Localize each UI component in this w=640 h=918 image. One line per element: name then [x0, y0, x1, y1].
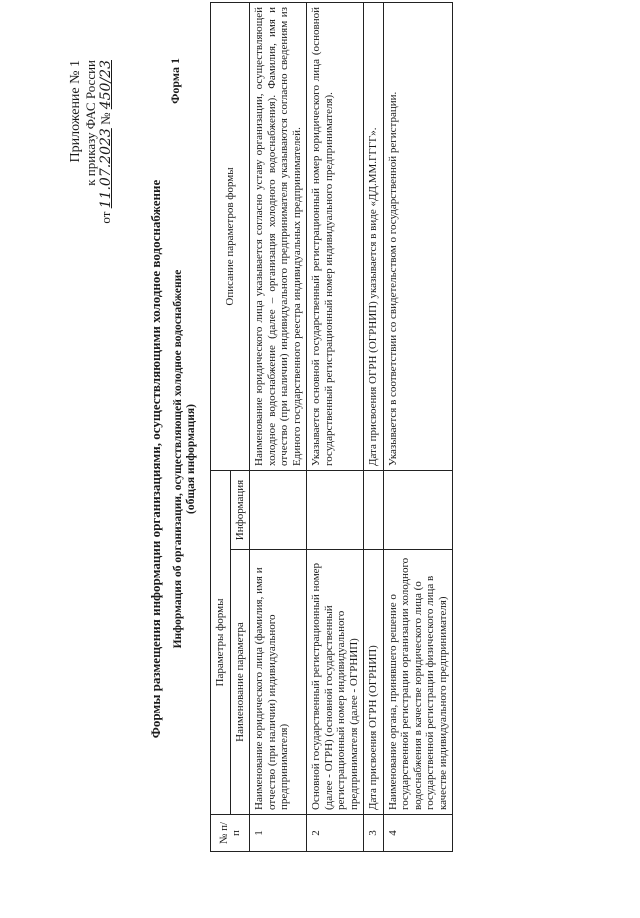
row-param-name: Наименование органа, принявшего решение о государственной регистрации организации холодного водоснабжения в качестве юридического лица (о государственной регистрации физического лица в качестве индивидуального предпринимателя): [383, 550, 453, 815]
row-num: 4: [383, 815, 453, 852]
header-num: № п/п: [211, 815, 250, 852]
row-param-name: Наименование юридического лица (фамилия, имя и отчество (при наличии) индивидуального предпринимателя): [250, 550, 307, 815]
appendix-order-ref: к приказу ФАС России: [83, 60, 98, 186]
table-row: [364, 3, 384, 852]
row-num: 1: [250, 815, 307, 852]
number-prefix: №: [98, 112, 113, 125]
header-params-group: Параметры формы: [211, 471, 231, 815]
row-info: [250, 471, 307, 550]
row-num: 2: [307, 815, 364, 852]
row-info: [383, 471, 453, 550]
header-info: Информация: [230, 471, 250, 550]
row-description: Наименование юридического лица указывается согласно уставу организации, осуществляющей холодное водоснабжение (далее – организация холодного водоснабжения). Фамилия, имя и отчество (при наличии) индивидуального предпринимателя указываются согласно сведениям из Единого государственного реестра индивидуальных предпринимателей.: [250, 3, 307, 471]
row-description: Указывается в соответствии со свидетельством о государственной регистрации.: [383, 3, 453, 471]
header-param-name: Наименование параметра: [230, 550, 250, 815]
row-param-name: Дата присвоения ОГРН (ОГРНИП): [364, 550, 384, 815]
document-title: Формы размещения информации организациями, осуществляющими холодное водоснабжение: [148, 179, 163, 739]
parameters-table: [210, 2, 453, 852]
table-header-row-1: [211, 3, 231, 852]
appendix-date-line: [98, 60, 114, 224]
row-description: Дата присвоения ОГРН (ОГРНИП) указывается в виде «ДД.ММ.ГГГГ».: [364, 3, 384, 471]
subtitle-line-1: Информация об организации, осуществляющей холодное водоснабжение: [172, 269, 184, 649]
row-param-name: Основной государственный регистрационный номер (далее - ОГРН) (основной государственный регистрационный номер индивидуального предпринимателя (далее - ОГРНИП): [307, 550, 364, 815]
row-num: 3: [364, 815, 384, 852]
form-subtitle: [172, 0, 198, 918]
form-number: Форма 1: [168, 58, 182, 104]
header-description: Описание параметров формы: [211, 3, 250, 471]
appendix-block: [68, 60, 114, 224]
date-prefix: от: [98, 211, 113, 224]
row-description: Указывается основной государственный регистрационный номер юридического лица (основной государственный регистрационный номер индивидуального предпринимателя).: [307, 3, 364, 471]
table-row: [307, 3, 364, 852]
table-row: [250, 3, 307, 852]
table-row: [383, 3, 453, 852]
row-info: [364, 471, 384, 550]
handwritten-number: 450/23: [98, 60, 114, 110]
handwritten-date: 11.07.2023: [98, 128, 114, 209]
subtitle-line-2: (общая информация): [185, 404, 197, 514]
row-info: [307, 471, 364, 550]
appendix-title: Приложение № 1: [68, 60, 83, 163]
